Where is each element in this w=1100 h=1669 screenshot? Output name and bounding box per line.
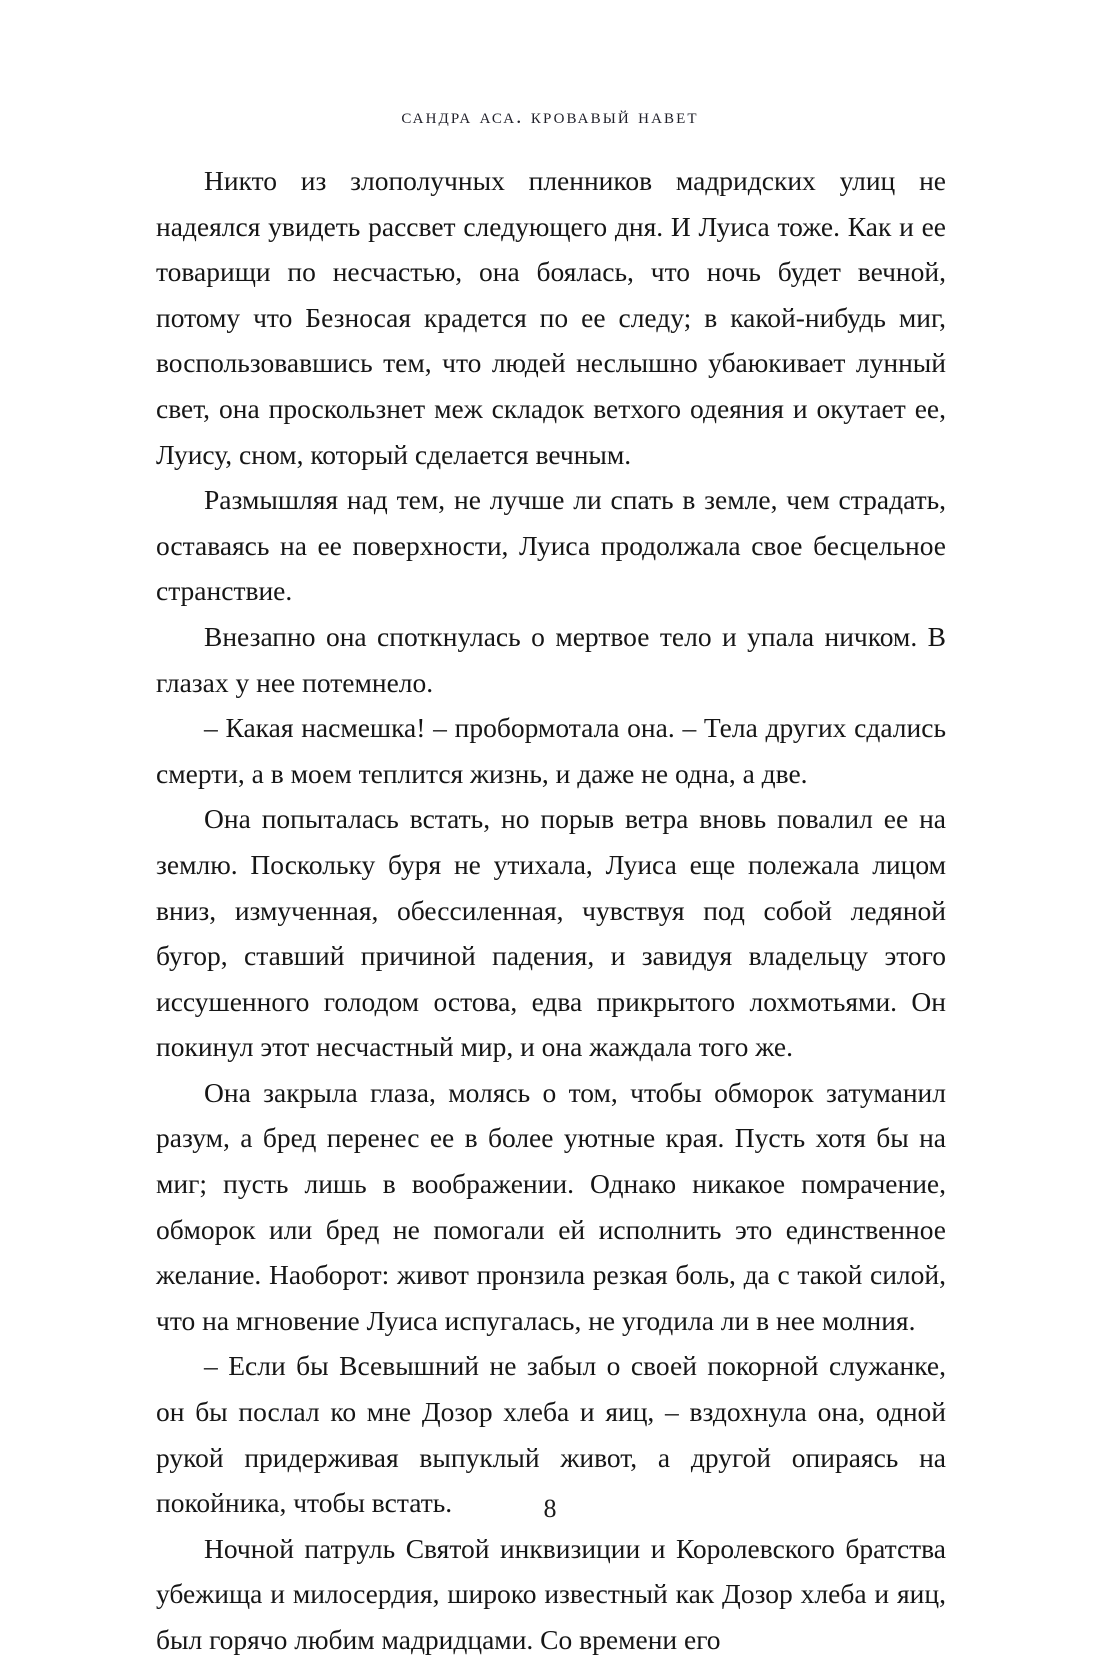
running-head: сандра аса. кровавый навет — [401, 104, 699, 128]
paragraph: Внезапно она споткнулась о мертвое тело и упала ничком. В глазах у нее потемнело. — [156, 620, 946, 698]
paragraph: Никто из злополучных пленников мадридских улиц не надеялся увидеть рассвет следующего дня. И Луиса тоже. Как и ее товарищи по несчастью, она боялась, что ночь будет вечной, потому что Безносая крадется по ее следу; в какой-нибудь миг, воспользовавшись тем, что людей неслышно убаюкивает лунный свет, она проскользнет меж складок ветхого одеяния и окутает ее, Луису, сном, который сделается вечным. — [156, 165, 946, 470]
paragraph: – Если бы Всевышний не забыл о своей покорной служанке, он бы послал ко мне Дозор хлеба и яиц, – вздохнула она, одной рукой придерживая выпуклый живот, а другой опираясь на покойника, чтобы встать. — [156, 1350, 946, 1519]
paragraph: Ночной патруль Святой инквизиции и Королевского братства убежища и милосердия, широко известный как Дозор хлеба и яиц, был горячо любим мадридцами. Со времени его — [156, 1532, 946, 1655]
body-text-block — [156, 158, 946, 1663]
paragraph: Размышляя над тем, не лучше ли спать в земле, чем страдать, оставаясь на ее поверхности, Луиса продолжала свое бесцельное странствие. — [156, 484, 946, 607]
paragraph: Она закрыла глаза, молясь о том, чтобы обморок затуманил разум, а бред перенес ее в более уютные края. Пусть хотя бы на миг; пусть лишь в воображении. Однако никакое помрачение, обморок или бред не помогали ей исполнить это единственное желание. Наоборот: живот пронзила резкая боль, да с такой силой, что на мгновение Луиса испугалась, не угодила ли в нее молния. — [156, 1076, 946, 1336]
paragraph: Она попыталась встать, но порыв ветра вновь повалил ее на землю. Поскольку буря не утихала, Луиса еще полежала лицом вниз, измученная, обессиленная, чувствуя под собой ледяной бугор, ставший причиной падения, и завидуя владельцу этого иссушенного голодом остова, едва прикрытого лохмотьями. Он покинул этот несчастный мир, и она жаждала того же. — [156, 803, 946, 1063]
paragraph: – Какая насмешка! – пробормотала она. – Тела других сдались смерти, а в моем теплится жизнь, и даже не одна, а две. — [156, 712, 946, 789]
page-number: 8 — [543, 1494, 557, 1523]
